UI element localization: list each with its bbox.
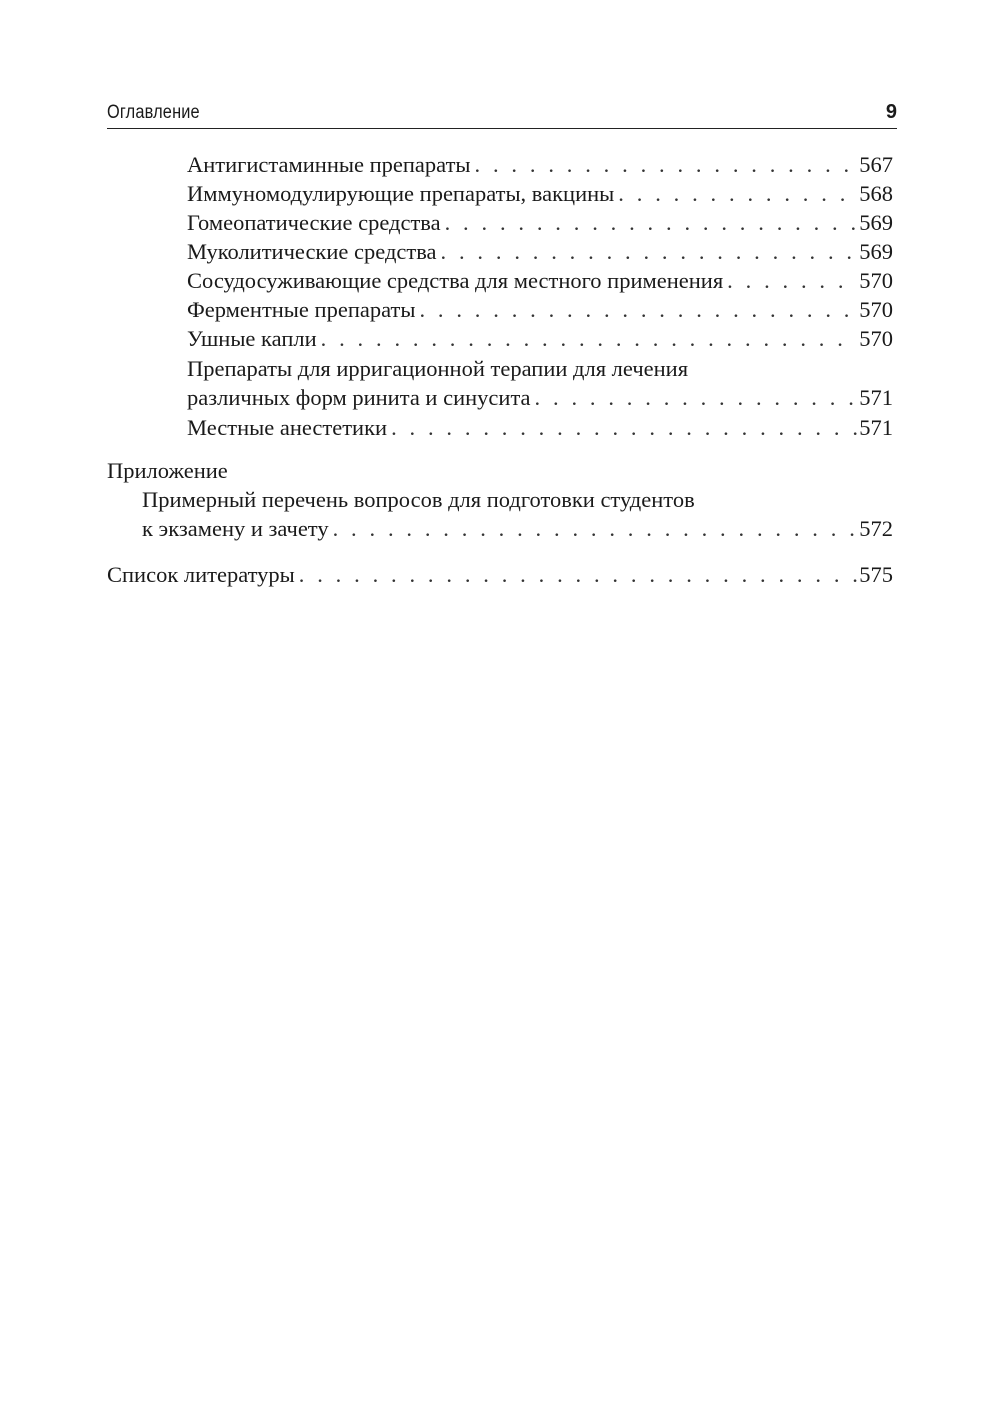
toc-entry-title-line1: Примерный перечень вопросов для подготовки студентов <box>142 487 695 512</box>
toc-entry <box>187 324 893 354</box>
toc-entry <box>187 179 893 209</box>
toc-entry-title: Антигистаминные препараты <box>187 152 471 177</box>
toc-entry-page: 571 <box>859 415 893 440</box>
toc-entry <box>142 514 893 544</box>
toc-entry <box>187 150 893 180</box>
toc-entry-page: 570 <box>859 297 893 322</box>
toc-entry <box>187 295 893 325</box>
toc-entry-title: Сосудосуживающие средства для местного применения <box>187 268 724 293</box>
running-header-title: Оглавление <box>107 102 200 123</box>
toc-leader-dots <box>321 324 858 354</box>
toc-entry-title: Гомеопатические средства <box>187 210 441 235</box>
toc-leader-dots <box>391 413 857 443</box>
toc-entry <box>187 413 893 443</box>
toc-leader-dots <box>441 237 858 267</box>
toc-section-heading <box>107 456 893 486</box>
toc-entry-first-line <box>142 485 893 515</box>
toc-entry-page: 575 <box>859 562 893 587</box>
toc-entry-page: 571 <box>859 385 893 410</box>
toc-entry-title: Ушные капли <box>187 326 317 351</box>
toc-entry <box>187 266 893 296</box>
toc-entry-title: Ферментные препараты <box>187 297 416 322</box>
appendix-title: Приложение <box>107 458 228 483</box>
toc-leader-dots <box>535 383 858 413</box>
toc-entry-page: 572 <box>859 516 893 541</box>
toc-entry-page: 569 <box>859 210 893 235</box>
toc-leader-dots <box>299 560 857 590</box>
toc-entry <box>187 237 893 267</box>
toc-entry-page: 570 <box>859 268 893 293</box>
toc-entry-title: Муколитические средства <box>187 239 437 264</box>
toc-entry-first-line <box>187 354 893 384</box>
toc-leader-dots <box>445 208 858 238</box>
toc-entry-page: 569 <box>859 239 893 264</box>
running-header <box>107 100 897 129</box>
bibliography-title: Список литературы <box>107 562 295 587</box>
toc-entry-title: Иммуномодулирующие препараты, вакцины <box>187 181 615 206</box>
toc-entry <box>107 560 893 590</box>
toc-entry <box>187 383 893 413</box>
toc-entry-page: 568 <box>859 181 893 206</box>
toc-entry-title: Местные анестетики <box>187 415 388 440</box>
toc-leader-dots <box>475 150 858 180</box>
toc-leader-dots <box>419 295 857 325</box>
toc-leader-dots <box>618 179 857 209</box>
toc-entry-title: различных форм ринита и синусита <box>187 385 531 410</box>
toc-entry <box>187 208 893 238</box>
page-number: 9 <box>885 101 897 123</box>
toc-entry-page: 570 <box>859 326 893 351</box>
toc-entry-title: к экзамену и зачету <box>142 516 329 541</box>
toc-entry-page: 567 <box>859 152 893 177</box>
toc-entry-title-line1: Препараты для ирригационной терапии для лечения <box>187 356 689 381</box>
toc-leader-dots <box>727 266 857 296</box>
toc-leader-dots <box>333 514 858 544</box>
